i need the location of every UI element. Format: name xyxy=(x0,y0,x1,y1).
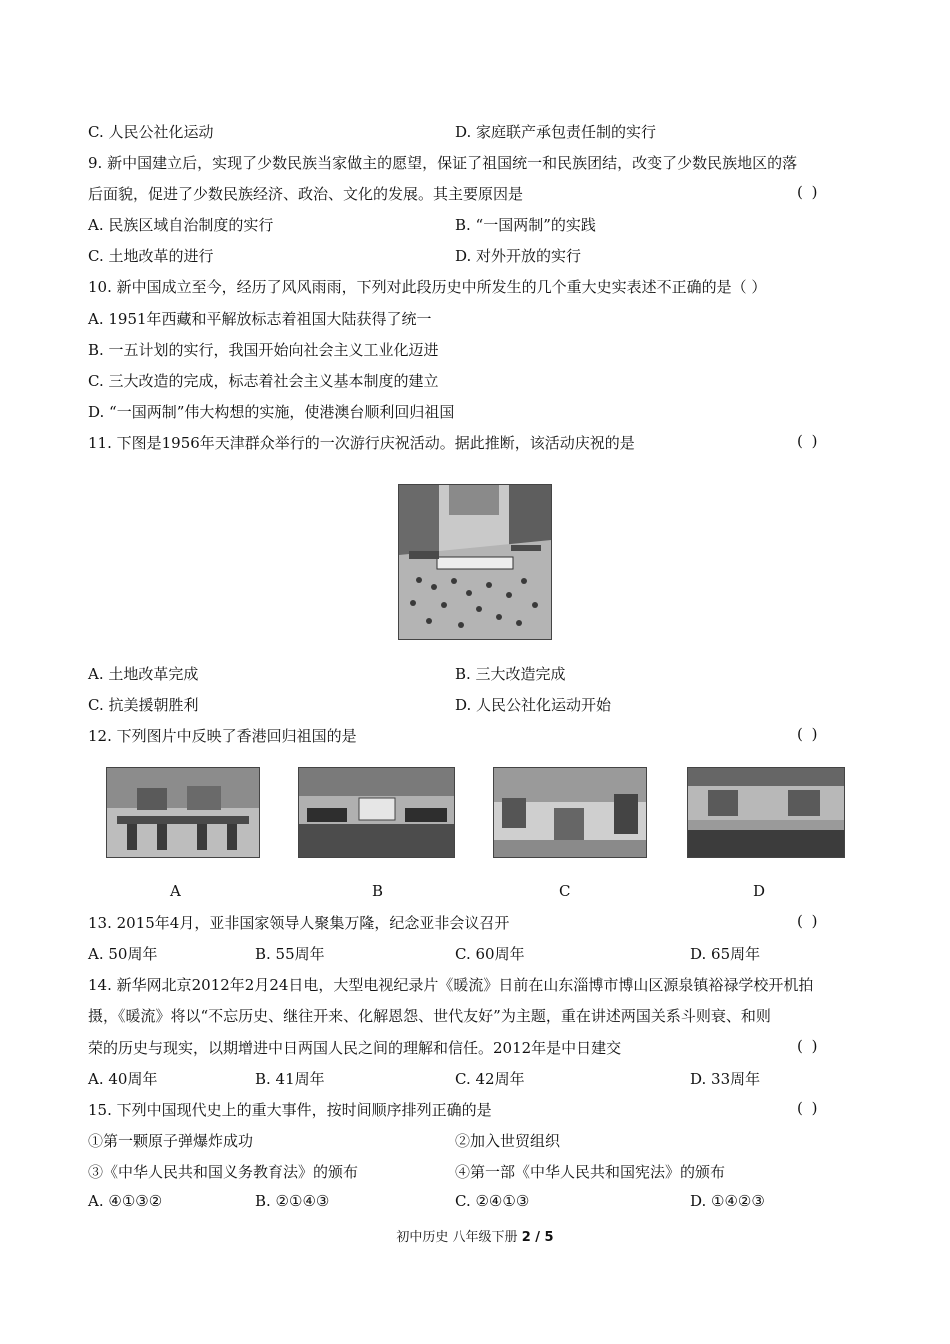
photo-a-image xyxy=(107,768,259,857)
q15-answer-paren: ( ) xyxy=(797,1099,820,1117)
q15-option-a: A. ④①③② xyxy=(88,1192,163,1210)
q14-option-c: C. 42周年 xyxy=(455,1070,525,1088)
q12-photo-c xyxy=(493,767,647,858)
q13-option-d: D. 65周年 xyxy=(690,945,761,963)
q11-answer-paren: ( ) xyxy=(797,432,820,450)
q13-option-a: A. 50周年 xyxy=(88,945,158,963)
q14-answer-paren: ( ) xyxy=(797,1037,820,1055)
q9-option-b: B. “一国两制”的实践 xyxy=(455,216,596,234)
q11-option-b: B. 三大改造完成 xyxy=(455,665,566,683)
q15-option-d: D. ①④②③ xyxy=(690,1192,765,1210)
q9-option-a: A. 民族区域自治制度的实行 xyxy=(88,216,274,234)
q13-option-c: C. 60周年 xyxy=(455,945,525,963)
photo-b-image xyxy=(299,768,454,857)
q12-photo-a xyxy=(106,767,260,858)
q12-label-d: D xyxy=(753,882,766,900)
q14-option-b: B. 41周年 xyxy=(255,1070,325,1088)
q9-option-c: C. 土地改革的进行 xyxy=(88,247,214,265)
q15-stem: 15. 下列中国现代史上的重大事件，按时间顺序排列正确的是 xyxy=(88,1101,492,1119)
photo-d-image xyxy=(688,768,844,857)
q10-option-d: D. “一国两制”伟大构想的实施，使港澳台顺利回归祖国 xyxy=(88,403,455,421)
q15-option-c: C. ②④①③ xyxy=(455,1192,530,1210)
q10-option-a: A. 1951年西藏和平解放标志着祖国大陆获得了统一 xyxy=(88,310,432,328)
q14-option-a: A. 40周年 xyxy=(88,1070,158,1088)
q10-option-c: C. 三大改造的完成，标志着社会主义基本制度的建立 xyxy=(88,372,439,390)
q9-answer-paren: ( ) xyxy=(797,183,820,201)
q12-label-c: C xyxy=(559,882,571,900)
q9-option-d: D. 对外开放的实行 xyxy=(455,247,582,265)
page-footer xyxy=(0,1226,950,1245)
q15-item-2: ②加入世贸组织 xyxy=(455,1132,561,1150)
q11-option-c: C. 抗美援朝胜利 xyxy=(88,696,199,714)
q14-stem-line3: 荣的历史与现实，以期增进中日两国人民之间的理解和信任。2012年是中日建交 xyxy=(88,1039,622,1057)
q12-label-a: A xyxy=(170,882,181,900)
q14-option-d: D. 33周年 xyxy=(690,1070,761,1088)
q11-stem: 11. 下图是1956年天津群众举行的一次游行庆祝活动。据此推断，该活动庆祝的是 xyxy=(88,434,635,452)
q11-parade-photo xyxy=(398,484,552,640)
q9-stem-line1: 9. 新中国建立后，实现了少数民族当家做主的愿望，保证了祖国统一和民族团结，改变了少数民族地区的落 xyxy=(88,154,798,172)
q12-stem: 12. 下列图片中反映了香港回归祖国的是 xyxy=(88,727,357,745)
q9-stem-line2: 后面貌，促进了少数民族经济、政治、文化的发展。其主要原因是 xyxy=(88,185,524,203)
q12-label-b: B xyxy=(372,882,384,900)
q8-option-d: D. 家庭联产承包责任制的实行 xyxy=(455,123,657,141)
q15-item-3: ③《中华人民共和国义务教育法》的颁布 xyxy=(88,1163,359,1181)
footer-subject: 初中历史 八年级下册 xyxy=(396,1230,522,1245)
q14-stem-line2: 摄，《暖流》将以“不忘历史、继往开来、化解恩怨、世代友好”为主题，重在讲述两国关系斗则衰、和则 xyxy=(88,1007,771,1025)
q8-option-c: C. 人民公社化运动 xyxy=(88,123,214,141)
parade-photo-image xyxy=(399,485,551,639)
q10-option-b: B. 一五计划的实行，我国开始向社会主义工业化迈进 xyxy=(88,341,439,359)
q11-option-a: A. 土地改革完成 xyxy=(88,665,199,683)
q12-photo-b xyxy=(298,767,455,858)
q13-stem: 13. 2015年4月，亚非国家领导人聚集万隆，纪念亚非会议召开 xyxy=(88,914,510,932)
q13-answer-paren: ( ) xyxy=(797,912,820,930)
photo-c-image xyxy=(494,768,646,857)
q11-option-d: D. 人民公社化运动开始 xyxy=(455,696,612,714)
q14-stem-line1: 14. 新华网北京2012年2月24日电，大型电视纪录片《暖流》日前在山东淄博市博山区源泉镇裕禄学校开机拍 xyxy=(88,976,814,994)
q15-option-b: B. ②①④③ xyxy=(255,1192,330,1210)
q15-item-4: ④第一部《中华人民共和国宪法》的颁布 xyxy=(455,1163,726,1181)
footer-page-number: 2 / 5 xyxy=(521,1230,554,1245)
q13-option-b: B. 55周年 xyxy=(255,945,325,963)
q10-stem: 10. 新中国成立至今，经历了风风雨雨，下列对此段历史中所发生的几个重大史实表述不正确的是（ ） xyxy=(88,278,767,296)
q15-item-1: ①第一颗原子弹爆炸成功 xyxy=(88,1132,254,1150)
q12-answer-paren: ( ) xyxy=(797,725,820,743)
q12-photo-d xyxy=(687,767,845,858)
